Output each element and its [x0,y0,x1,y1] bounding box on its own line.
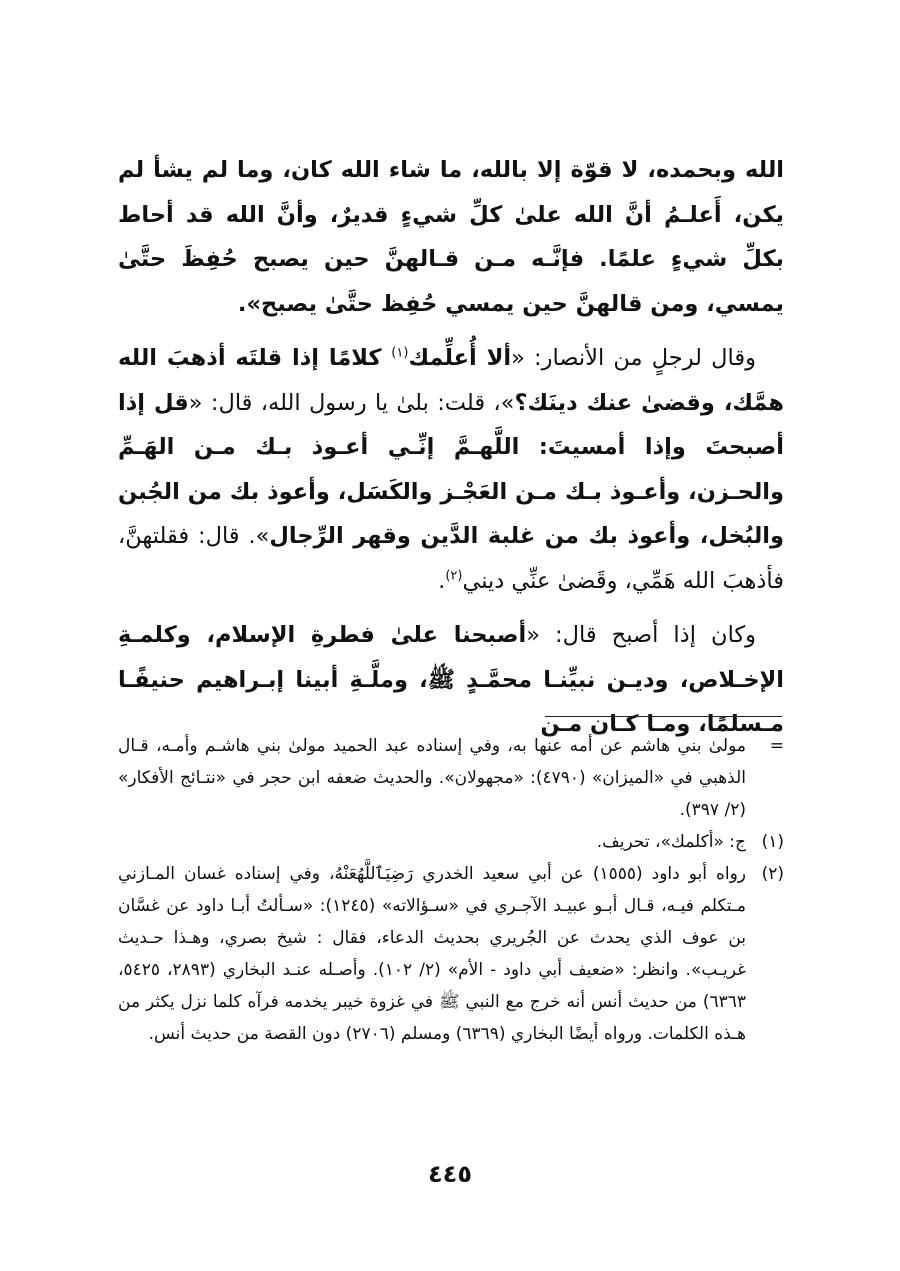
footnote-mark: = [769,736,784,756]
paragraph-1 [118,148,784,326]
narration-text: . [438,567,446,594]
paragraph-3 [118,613,784,747]
quote-text: أصبحنا علىٰ فطرةِ الإسلام، وكلمـةِ الإخـلاص، وديـن نبيِّنـا محمَّـدٍ ﷺ، وملَّـةِ أبينا إبـراهيم حنيفًـا مـسلمًا، ومـا كـان مـن [118,622,784,737]
footnote-text: ج: «أكلمك»، تحريف. [596,832,746,852]
main-text [118,148,784,757]
quote-text: الله وبحمده، لا قوّة إلا بالله، ما شاء الله كان، وما لم يشأ لم يكن، أَعلـمُ أنَّ الله علىٰ كلِّ شيءٍ قديرٌ، وأنَّ الله قد أحاط بكلِّ شيءٍ علمًا. فإنَّـه مـن قـالهنَّ حين يصبح حُفِظَ حتَّىٰ يمسي، ومن قالهنَّ حين يمسي حُفِظ حتَّىٰ يصبح [118,157,784,317]
narration-text: وقال لرجلٍ من الأنصار: « [511,345,756,371]
paragraph-2 [118,336,784,603]
narration-text: وكان إذا أصبح قال: « [526,622,756,648]
footnote-mark: (٢) [761,864,784,884]
quote-text: ألا أُعلِّمك [408,345,512,371]
footnote-continued [118,730,784,826]
footnote-ref-2: (٢) [445,568,463,583]
quote-text: قل إذا أصبحتَ وإذا أمسيتَ: اللَّهـمَّ إنِّـي أعـوذ بـك مـن الهَـمِّ والحـزن، وأعـوذ بـك مـن العَجْـز والكَسَل، وأعوذ بك من الجُبن والبُخل، وأعوذ بك من غلبة الدَّين وقهر الرِّجال [118,389,784,549]
quote-text: كلامًا إذا قلتَه أذهبَ الله همَّك، وقضىٰ عنك دينَك؟ [118,345,784,416]
footnote-mark: (١) [761,832,784,852]
narration-text: ». قال: فقلتهنَّ، فأذهبَ الله هَمِّي، وقَضىٰ عنِّي ديني [118,523,784,594]
footnote-2 [118,858,784,1050]
footnote-text: مولىٰ بني هاشم عن أمه عنها به، وفي إسناده عبد الحميد مولىٰ بني هاشـم وأمـه، قـال الذهبي في «الميزان» (٤٧٩٠): «مجهولان». والحديث ضعفه ابن حجر في «نتـائج الأفكار» (٢/ ٣٩٧). [118,736,746,820]
footnote-divider [545,716,782,717]
footnote-1 [118,826,784,858]
footnotes [118,730,784,1050]
narration-text: »، قلت: بلىٰ يا رسول الله، قال: « [188,389,515,416]
quote-close: ». [237,290,261,317]
footnote-text: رواه أبو داود (١٥٥٥) عن أبي سعيد الخدري رَضِيَٱللَّهُعَنْهُ، وفي إسناده غسان المـازني مـتكلم فيـه، قـال أبـو عبيـد الآجـري في «سـؤالاته» (١٢٤٥): «سـألتُ أبـا داود عن غسَّان بن عوف الذي يحدث عن الجُريري بحديث الدعاء، فقال : شيخ بصري، وهـذا حـديث غريـب». وانظر: «ضعيف أبي داود - الأم» (٢/ ١٠٢). وأصـله عنـد البخاري (٢٨٩٣، ٥٤٢٥، ٦٣٦٣) من حديث أنس أنه خرج مع النبي ﷺ في غزوة خيبر يخدمه فرآه كلما نزل يكثر من هـذه الكلمات. ورواه أيضًا البخاري (٦٣٦٩) ومسلم (٢٧٠٦) دون القصة من حديث أنس. [118,864,746,1044]
page-number: ٤٤٥ [428,1160,472,1188]
footnote-ref-1: (١) [391,345,409,361]
